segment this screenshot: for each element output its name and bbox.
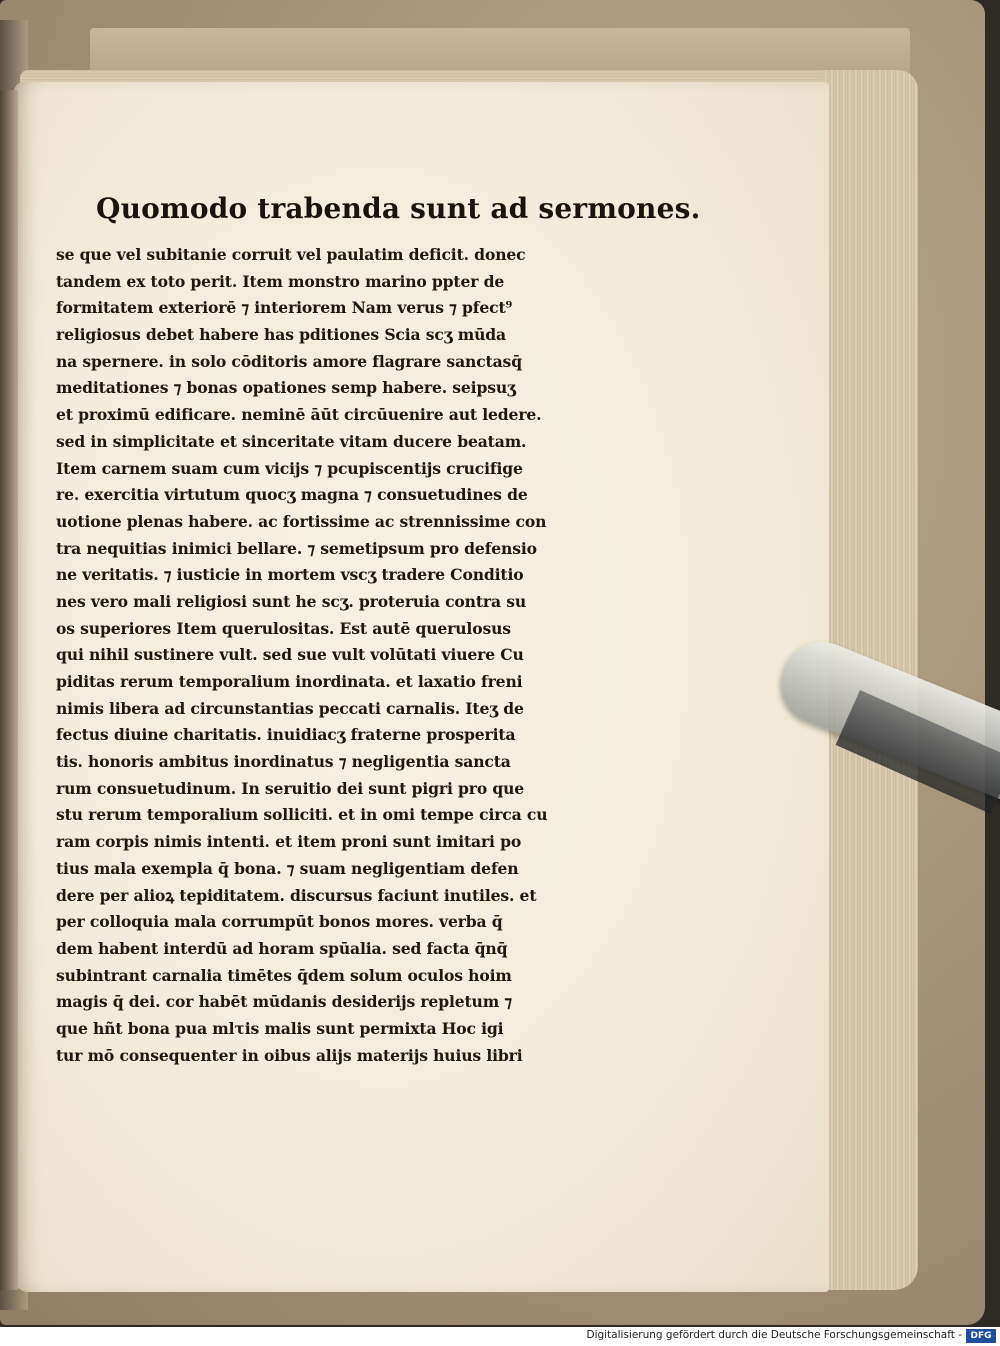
text-line: que hñt bona pua mlτis malis sunt permixta Hoc igi (56, 1018, 504, 1038)
text-line: tandem ex toto perit. Item monstro marino ppter de (56, 271, 505, 291)
text-line: ne veritatis. ⁊ iusticie in mortem vscʒ tradere Conditio (56, 565, 524, 585)
text-line: dere per alioꝝ tepiditatem. discursus faciunt inutiles. et (56, 885, 537, 905)
text-line: qui nihil sustinere vult. sed sue vult volūtati viuere Cu (56, 645, 524, 665)
funding-credit: Digitalisierung gefördert durch die Deutsche Forschungsgemeinschaft - (586, 1329, 962, 1341)
text-line: uotione plenas habere. ac fortissime ac strennissime con (56, 511, 547, 531)
text-line: meditationes ⁊ bonas opationes semp habere. seipsuʒ (56, 378, 516, 398)
text-line: ram corpis nimis intenti. et item proni sunt imitari po (56, 832, 522, 852)
text-line: se que vel subitanie corruit vel paulatim deficit. donec (56, 245, 526, 264)
text-line: re. exercitia virtutum quocʒ magna ⁊ consuetudines de (56, 485, 528, 505)
text-line: per colloquia mala corrumpūt bonos mores. verba q̄ (56, 912, 503, 932)
text-line: religiosus debet habere has pditiones Scia scʒ mūda (56, 325, 506, 345)
text-line: formitatem exteriorē ⁊ interiorem Nam verus ⁊ pfect⁹ (56, 298, 513, 318)
text-line: piditas rerum temporalium inordinata. et laxatio freni (56, 672, 523, 691)
text-line: os superiores Item querulositas. Est autē querulosus (56, 618, 511, 638)
text-line: nimis libera ad circunstantias peccati carnalis. Iteʒ de (56, 698, 524, 718)
page-body-text (56, 242, 631, 1069)
text-line: nes vero mali religiosi sunt he scʒ. proteruia contra su (56, 591, 527, 611)
text-line: dem habent interdū ad horam spūalia. sed facta q̄nq̄ (56, 938, 508, 958)
text-line: Item carnem suam cum vicijs ⁊ pcupiscentijs crucifige (56, 458, 523, 478)
page-heading: Quomodo trabenda sunt ad sermones. (96, 192, 701, 225)
text-line: stu rerum temporalium solliciti. et in omi tempe circa cu (56, 805, 548, 825)
text-line: subintrant carnalia timētes q̄dem solum oculos hoim (56, 965, 512, 985)
text-line: fectus diuine charitatis. inuidiacʒ fraterne prosperita (56, 725, 516, 745)
text-line: magis q̄ dei. cor habēt mūdanis desiderijs repletum ⁊ (56, 992, 512, 1012)
text-line: rum consuetudinum. In seruitio dei sunt pigri pro que (56, 778, 525, 798)
text-line: tis. honoris ambitus inordinatus ⁊ negligentia sancta (56, 752, 511, 772)
text-line: na spernere. in solo cōditoris amore flagrare sanctasq̄ (56, 351, 522, 371)
text-line: sed in simplicitate et sinceritate vitam ducere beatam. (56, 431, 527, 451)
text-line: et proximū edificare. neminē āūt circūuenire aut ledere. (56, 405, 542, 425)
text-line: tra nequitias inimici bellare. ⁊ semetipsum pro defensio (56, 538, 537, 558)
page-gutter (0, 90, 18, 1290)
dfg-logo: DFG (966, 1329, 996, 1343)
text-line: tur mō consequenter in oibus alijs materijs huius libri (56, 1045, 523, 1065)
text-line: tius mala exempla q̄ bona. ⁊ suam negligentiam defen (56, 858, 519, 878)
